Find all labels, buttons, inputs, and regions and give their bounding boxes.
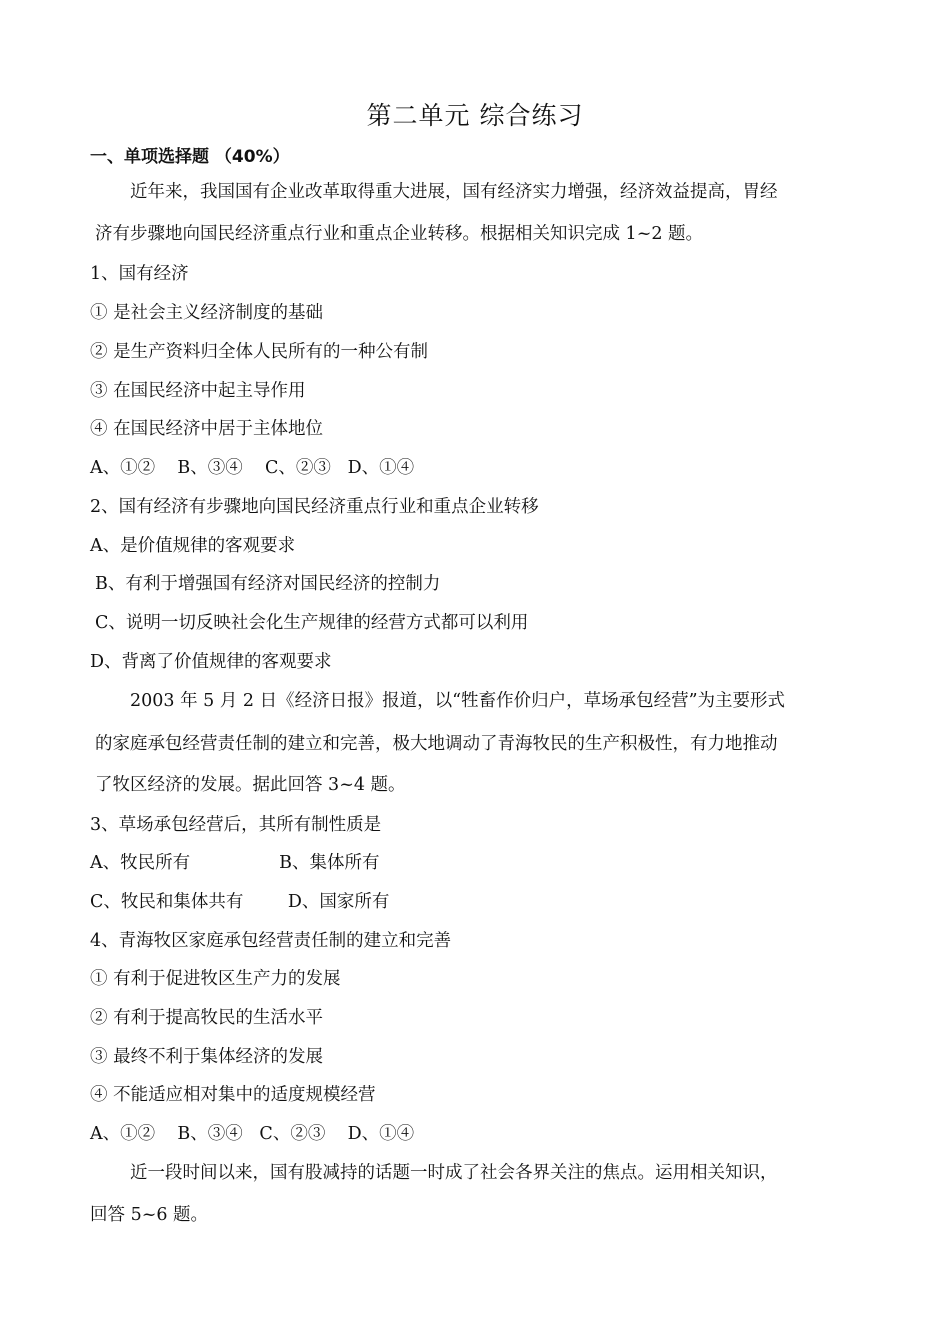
intro-paragraph-3-line-2: 回答 5~6 题。 <box>90 1205 209 1225</box>
question-3: 3、草场承包经营后，其所有制性质是 <box>90 815 382 835</box>
intro-paragraph-2-line-3: 了牧区经济的发展。据此回答 3~4 题。 <box>95 775 406 795</box>
intro-paragraph-2-line-1: 2003 年 5 月 2 日《经济日报》报道，以“牲畜作价归户，草场承包经营”为主要形式 <box>130 691 786 711</box>
intro-paragraph-1-line-2: 济有步骤地向国民经济重点行业和重点企业转移。根据相关知识完成 1~2 题。 <box>95 224 704 244</box>
intro-paragraph-1-line-1: 近年来，我国国有企业改革取得重大进展，国有经济实力增强，经济效益提高，胃经 <box>130 182 778 202</box>
question-1: 1、国有经济 <box>90 264 189 284</box>
question-3-options-ab: A、牧民所有 B、集体所有 <box>90 853 380 873</box>
page-title: 第二单元 综合练习 <box>366 101 584 130</box>
question-1-answers: A、①② B、③④ C、②③ D、①④ <box>90 458 415 478</box>
question-1-item-4: ④ 在国民经济中居于主体地位 <box>90 419 324 439</box>
question-2-option-d: D、背离了价值规律的客观要求 <box>90 652 332 672</box>
question-4-item-1: ① 有利于促进牧区生产力的发展 <box>90 969 341 989</box>
question-2: 2、国有经济有步骤地向国民经济重点行业和重点企业转移 <box>90 497 539 517</box>
question-2-option-c: C、说明一切反映社会化生产规律的经营方式都可以利用 <box>95 613 529 633</box>
intro-paragraph-2-line-2: 的家庭承包经营责任制的建立和完善，极大地调动了青海牧民的生产积极性，有力地推动 <box>95 734 778 754</box>
question-1-item-3: ③ 在国民经济中起主导作用 <box>90 381 306 401</box>
intro-paragraph-3-line-1: 近一段时间以来，国有股减持的话题一时成了社会各界关注的焦点。运用相关知识， <box>130 1163 778 1183</box>
question-1-item-1: ① 是社会主义经济制度的基础 <box>90 303 324 323</box>
question-3-options-cd: C、牧民和集体共有 D、国家所有 <box>90 892 390 912</box>
question-4-answers: A、①② B、③④ C、②③ D、①④ <box>90 1124 415 1144</box>
question-4: 4、青海牧区家庭承包经营责任制的建立和完善 <box>90 931 452 951</box>
question-2-option-a: A、是价值规律的客观要求 <box>90 536 296 556</box>
question-4-item-3: ③ 最终不利于集体经济的发展 <box>90 1047 324 1067</box>
section-heading: 一、单项选择题 （40%） <box>90 147 290 167</box>
question-1-item-2: ② 是生产资料归全体人民所有的一种公有制 <box>90 342 429 362</box>
question-2-option-b: B、有利于增强国有经济对国民经济的控制力 <box>95 574 441 594</box>
question-4-item-4: ④ 不能适应相对集中的适度规模经营 <box>90 1085 376 1105</box>
question-4-item-2: ② 有利于提高牧民的生活水平 <box>90 1008 324 1028</box>
